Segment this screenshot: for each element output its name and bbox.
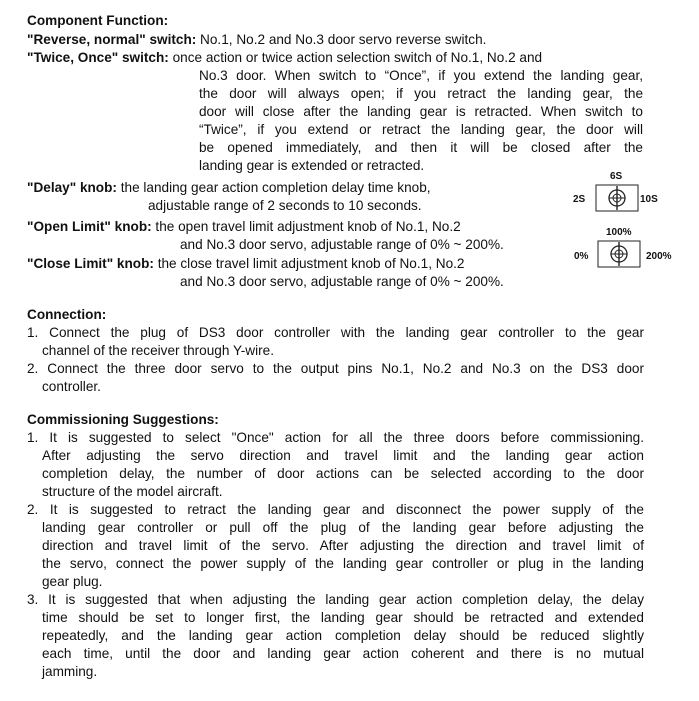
commissioning-item-1-line3: completion delay, the number of door actions can be selected according to the door bbox=[42, 466, 644, 481]
component-function-heading: Component Function: bbox=[27, 13, 169, 28]
connection-item-2-line1: 2. Connect the three door servo to the output pins No.1, No.2 and No.3 on the DS3 door bbox=[27, 361, 644, 376]
connection-item-1-line2: channel of the receiver through Y-wire. bbox=[42, 343, 274, 358]
connection-item-1-line1: 1. Connect the plug of DS3 door controller with the landing gear controller to the gear bbox=[27, 325, 644, 340]
commissioning-item-2-line2: landing gear controller or pull off the plug of the landing gear before adjusting the bbox=[42, 520, 644, 535]
commissioning-item-3-line1: 3. It is suggested that when adjusting the landing gear action completion delay, the delay bbox=[27, 592, 644, 607]
twice-switch-line7: landing gear is extended or retracted. bbox=[199, 158, 425, 173]
delay-knob-line2: adjustable range of 2 seconds to 10 seconds. bbox=[148, 198, 422, 213]
delay-knob-line1: "Delay" knob: the landing gear action completion delay time knob, bbox=[27, 180, 431, 195]
delay-knob-icon bbox=[595, 184, 639, 212]
close-limit-line2: and No.3 door servo, adjustable range of 0% ~ 200%. bbox=[180, 274, 504, 289]
delay-knob-left-label: 2S bbox=[573, 194, 586, 205]
commissioning-item-2-line4: the servo, connect the power supply of the landing gear controller or plug in the landing bbox=[42, 556, 644, 571]
twice-switch-line3: the door will always open; if you retract the landing gear, the bbox=[199, 86, 643, 101]
commissioning-heading: Commissioning Suggestions: bbox=[27, 412, 219, 427]
commissioning-item-1-line1: 1. It is suggested to select "Once" action for all the three doors before commissioning. bbox=[27, 430, 644, 445]
twice-switch-label: "Twice, Once" switch: bbox=[27, 50, 169, 65]
open-limit-line2: and No.3 door servo, adjustable range of 0% ~ 200%. bbox=[180, 237, 504, 252]
commissioning-item-2-line5: gear plug. bbox=[42, 574, 103, 589]
close-limit-line1: "Close Limit" knob: the close travel limit adjustment knob of No.1, No.2 bbox=[27, 256, 465, 271]
connection-heading: Connection: bbox=[27, 307, 107, 322]
twice-switch-line2: No.3 door. When switch to “Once”, if you extend the landing gear, bbox=[199, 68, 643, 83]
limit-knob-icon bbox=[597, 240, 641, 268]
commissioning-item-1-line4: structure of the model aircraft. bbox=[42, 484, 223, 499]
commissioning-item-3-line4: each time, until the door and landing gear action coherent and there is no mutual bbox=[42, 646, 644, 661]
limit-knob-left-label: 0% bbox=[574, 251, 589, 262]
connection-item-2-line2: controller. bbox=[42, 379, 101, 394]
limit-knob-right-label: 200% bbox=[646, 251, 672, 262]
twice-switch-line5: “Twice”, if you extend or retract the landing gear, the door will bbox=[199, 122, 643, 137]
reverse-switch-description: "Reverse, normal" switch: No.1, No.2 and No.3 door servo reverse switch. bbox=[27, 32, 487, 47]
delay-knob-label: "Delay" knob: bbox=[27, 180, 117, 195]
twice-switch-line4: door will close after the landing gear is retracted. When switch to bbox=[199, 104, 643, 119]
commissioning-item-3-line2: time should be set to longer first, the landing gear should be retracted and extended bbox=[42, 610, 644, 625]
commissioning-item-3-line5: jamming. bbox=[42, 664, 98, 679]
reverse-switch-label: "Reverse, normal" switch: bbox=[27, 32, 197, 47]
commissioning-item-2-line3: direction and travel limit of the servo. After adjusting the direction and travel limit of bbox=[42, 538, 644, 553]
delay-knob-top-label: 6S bbox=[610, 171, 623, 182]
close-limit-label: "Close Limit" knob: bbox=[27, 256, 154, 271]
twice-switch-line1: "Twice, Once" switch: once action or twice action selection switch of No.1, No.2 and bbox=[27, 50, 543, 65]
twice-switch-line6: be opened immediately, and then it will be closed after the bbox=[199, 140, 643, 155]
commissioning-item-1-line2: After adjusting the servo direction and travel limit and the landing gear action bbox=[42, 448, 644, 463]
limit-knob-top-label: 100% bbox=[606, 227, 632, 238]
commissioning-item-3-line3: repeatedly, and the landing gear action completion delay should be reduced slightly bbox=[42, 628, 644, 643]
commissioning-item-2-line1: 2. It is suggested to retract the landing gear and disconnect the power supply of the bbox=[27, 502, 644, 517]
delay-knob-right-label: 10S bbox=[640, 194, 658, 205]
open-limit-line1: "Open Limit" knob: the open travel limit adjustment knob of No.1, No.2 bbox=[27, 219, 461, 234]
open-limit-label: "Open Limit" knob: bbox=[27, 219, 152, 234]
